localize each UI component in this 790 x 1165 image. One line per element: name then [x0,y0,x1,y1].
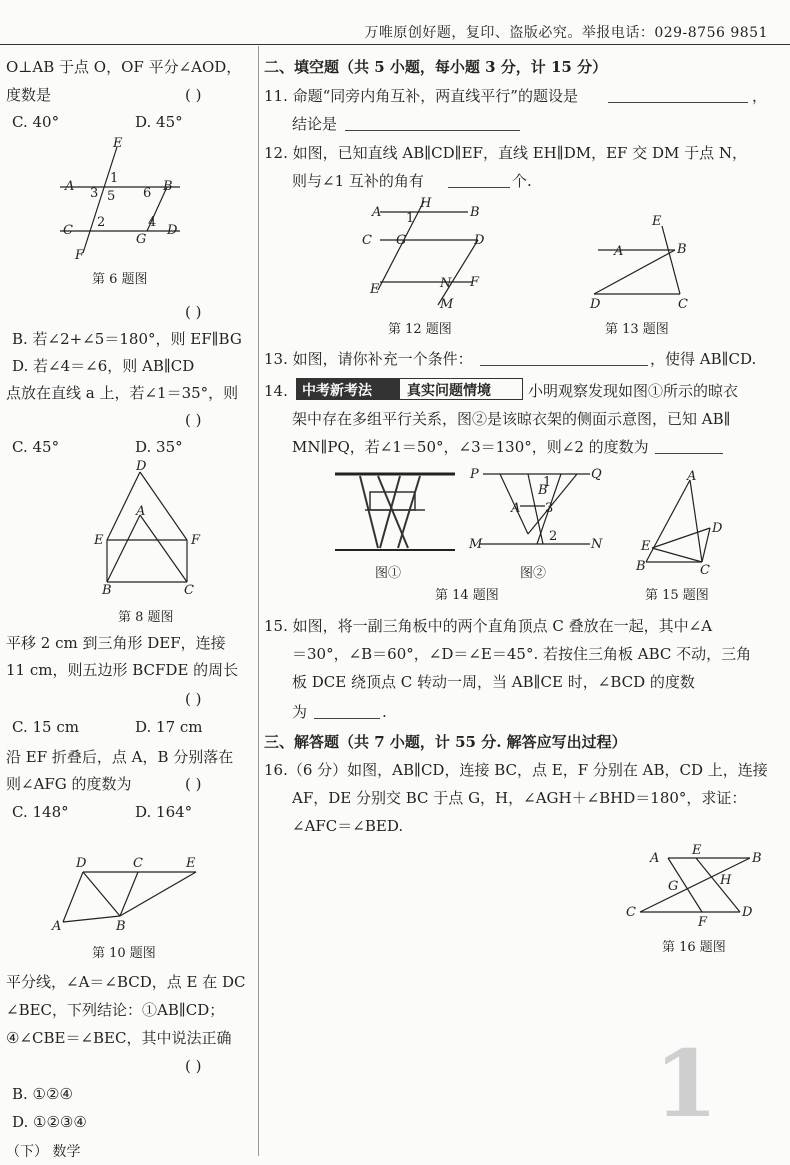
q9-stem-line2: 11 cm，则五边形 BCFDE 的周长 [6,661,239,679]
page-number: 1 [653,1030,718,1138]
svg-text:B: B [116,919,126,934]
svg-text:B: B [163,179,173,194]
answer-paren: ( ) [185,690,202,708]
svg-text:N: N [440,276,452,291]
svg-text:D: D [136,460,147,474]
svg-text:C: C [63,223,73,238]
figure-14-caption: 第 14 题图 [435,588,499,603]
q14-number: 14. [264,382,288,400]
svg-text:G: G [396,233,407,248]
svg-text:A: A [511,501,521,516]
svg-text:E: E [113,136,123,151]
svg-text:4: 4 [148,215,157,230]
svg-text:G: G [668,879,679,894]
section-2-heading: 二、填空题（共 5 小题，每小题 3 分，计 15 分） [264,58,608,76]
figure-15 [632,470,732,580]
q11-conclusion-label: 结论是 [292,115,338,133]
svg-text:B: B [102,583,112,598]
svg-text:3: 3 [545,501,554,516]
svg-text:A: A [372,205,382,220]
figure-8 [90,460,215,600]
svg-text:2: 2 [97,215,106,230]
column-divider [258,46,259,1156]
q5-option-c: C. 40° [12,113,60,131]
q13-stem: 13. 如图，请你补充一个条件： [264,350,473,368]
svg-text:C: C [678,297,688,312]
q13-blank [480,351,648,366]
q12-stem-line2: 则与∠1 互补的角有 [292,172,424,190]
figure-15-caption: 第 15 题图 [645,588,709,603]
punct: ， [752,87,768,105]
answer-paren: ( ) [185,411,202,429]
q15-stem-line3: 板 DCE 绕顶点 C 转动一周，当 AB∥CE 时，∠BCD 的度数 [292,673,695,691]
svg-text:A: A [52,919,62,934]
svg-text:F: F [191,533,201,548]
svg-text:5: 5 [107,189,116,204]
svg-text:3: 3 [90,186,99,201]
svg-text:B: B [538,483,548,498]
svg-text:P: P [470,467,479,482]
svg-text:D: D [474,233,485,248]
svg-text:A: A [65,179,75,194]
svg-text:C: C [700,563,710,578]
svg-text:F: F [75,248,85,263]
q12-blank [448,173,510,188]
q12-stem-line1: 12. 如图，已知直线 AB∥CD∥EF，直线 EH∥DM，EF 交 DM 于点 N， [264,144,748,162]
svg-text:E: E [652,214,662,229]
q5-stem-line2: 度数是 [6,86,52,104]
svg-text:1: 1 [543,475,552,490]
figure-6 [55,135,195,265]
svg-text:1: 1 [110,171,119,186]
svg-text:A: A [650,851,660,866]
q11-stem-line2: ∠BEC，下列结论：①AB∥CD； [6,1001,225,1019]
page-footer: （下） 数学 [6,1144,81,1160]
q7-option-c: C. 45° [12,438,60,456]
svg-text:C: C [133,856,143,871]
q11-option-d: D. ①②③④ [12,1113,87,1131]
svg-text:Q: Q [591,467,602,482]
svg-text:M: M [440,297,454,312]
svg-text:H: H [720,873,732,888]
q13-stem-end: ，使得 AB∥CD. [650,350,757,368]
svg-text:D: D [76,856,87,871]
q5-option-d: D. 45° [135,113,183,131]
q11-blank-2 [345,116,520,131]
svg-text:G: G [136,232,147,247]
q14-blank [655,439,723,454]
svg-text:B: B [636,559,646,574]
badge-new-exam-label: 中考新考法 [302,383,372,399]
svg-text:C: C [626,905,636,920]
q16-stem-line1: 16.（6 分）如图，AB∥CD，连接 BC，点 E，F 分别在 AB，CD 上，连接 [264,761,768,779]
q15-stem-line1: 15. 如图，将一副三角板中的两个直角顶点 C 叠放在一起，其中∠A [264,617,713,635]
q11-stem-line3: ④∠CBE＝∠BEC，其中说法正确 [6,1029,232,1047]
figure-12-caption: 第 12 题图 [388,322,452,337]
q16-stem-line3: ∠AFC＝∠BED. [292,817,404,835]
figure-12 [360,195,510,313]
figure-16 [620,842,770,932]
q10-stem-line2: 则∠AFG 的度数为 [6,775,132,793]
svg-text:D: D [742,905,753,920]
figure-14-diagram [465,462,605,557]
q15-stem-line4: 为 [292,703,308,721]
svg-text:B: B [677,242,687,257]
svg-text:N: N [591,537,603,552]
figure-13-caption: 第 13 题图 [605,322,669,337]
q7-option-d: D. 35° [135,438,183,456]
q11-blank-1 [608,88,748,103]
q11-stem: 11. 命题“同旁内角互补，两直线平行”的题设是 [264,87,578,105]
svg-text:E: E [94,533,104,548]
svg-text:A: A [687,470,697,484]
svg-text:D: D [590,297,601,312]
svg-text:2: 2 [549,529,558,544]
figure-16-caption: 第 16 题图 [662,940,726,955]
q14-stem-line3: MN∥PQ，若∠1＝50°，∠3＝130°，则∠2 的度数为 [292,438,649,456]
svg-text:1: 1 [406,211,415,226]
q15-stem-line2: ＝30°，∠B＝60°，∠D＝∠E＝45°. 若按住三角板 ABC 不动，三角 [292,645,752,663]
figure-14-photo-label: 图① [375,566,402,581]
svg-text:F: F [470,275,480,290]
svg-text:M: M [469,537,483,552]
answer-paren: ( ) [185,1057,202,1075]
q12-unit: 个. [512,172,532,190]
q10-option-d: D. 164° [135,803,193,821]
svg-text:C: C [362,233,372,248]
figure-14-photo [330,462,460,557]
q6-option-b: B. 若∠2+∠5＝180°，则 EF∥BG [12,330,242,348]
badge-real-scenario-label: 真实问题情境 [407,383,491,399]
q5-stem-line1: O⊥AB 于点 O，OF 平分∠AOD， [6,58,242,76]
answer-paren: ( ) [185,775,202,793]
q15-blank [314,704,380,719]
section-3-heading: 三、解答题（共 7 小题，计 55 分. 解答应写出过程） [264,733,627,751]
svg-text:C: C [184,583,194,598]
figure-8-caption: 第 8 题图 [118,610,174,625]
q9-option-d: D. 17 cm [135,718,203,736]
punct: . [382,703,387,721]
header-rule [0,44,790,45]
svg-text:B: B [470,205,480,220]
answer-paren: ( ) [185,86,202,104]
q14-stem-line1: 小明观察发现如图①所示的晾衣 [528,382,739,400]
svg-text:F: F [698,915,708,930]
q16-stem-line2: AF，DE 分别交 BC 于点 G，H，∠AGH＋∠BHD＝180°，求证： [292,789,747,807]
q10-stem-line1: 沿 EF 折叠后，点 A，B 分别落在 [6,748,234,766]
q6-option-d: D. 若∠4＝∠6，则 AB∥CD [12,357,195,375]
svg-text:E: E [370,282,380,297]
answer-paren: ( ) [185,303,202,321]
q10-option-c: C. 148° [12,803,69,821]
svg-text:D: D [167,223,178,238]
svg-text:H: H [420,196,432,211]
page-header: 万唯原创好题，复印、盗版必究。举报电话：029-8756 9851 [364,25,768,41]
figure-10 [48,852,208,937]
svg-text:E: E [692,843,702,858]
q11-option-b: B. ①②④ [12,1085,73,1103]
q11-stem-line1: 平分线，∠A＝∠BCD，点 E 在 DC [6,973,246,991]
figure-14-diagram-label: 图② [520,566,547,581]
q7-stem: 点放在直线 a 上，若∠1＝35°，则 [6,384,239,402]
q9-option-c: C. 15 cm [12,718,79,736]
figure-13 [580,208,700,313]
svg-text:B: B [752,851,762,866]
svg-text:A: A [614,244,624,259]
svg-text:E: E [641,539,651,554]
q9-stem-line1: 平移 2 cm 到三角形 DEF，连接 [6,634,226,652]
svg-text:D: D [712,521,723,536]
svg-text:E: E [186,856,196,871]
figure-10-caption: 第 10 题图 [92,946,156,961]
svg-text:6: 6 [143,186,152,201]
svg-text:A: A [136,504,146,519]
q14-stem-line2: 架中存在多组平行关系，图②是该晾衣架的侧面示意图，已知 AB∥ [292,410,731,428]
figure-6-caption: 第 6 题图 [92,272,148,287]
